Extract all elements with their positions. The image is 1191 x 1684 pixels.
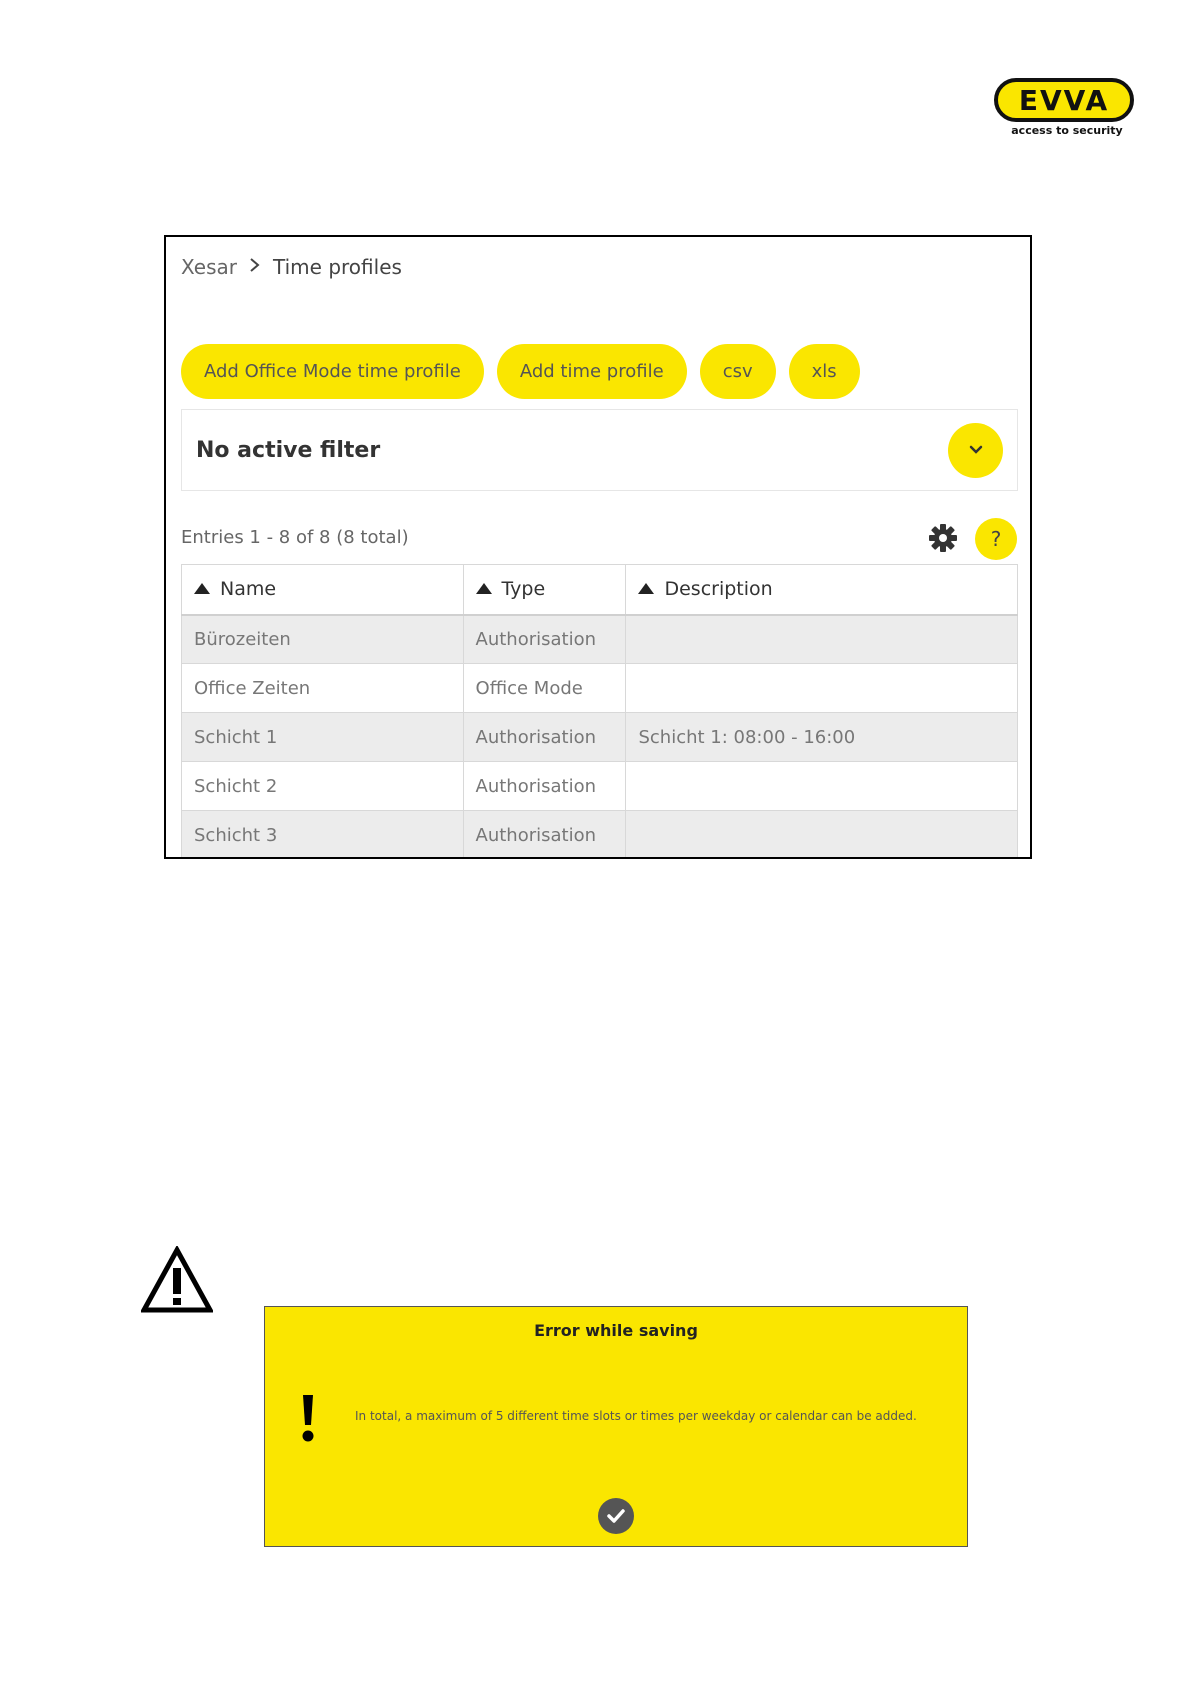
column-header-type[interactable] bbox=[463, 565, 626, 615]
cell-type: Office Mode bbox=[463, 664, 626, 713]
export-xls-button[interactable]: xls bbox=[789, 344, 860, 399]
column-label: Description bbox=[664, 578, 773, 601]
export-csv-button[interactable]: csv bbox=[700, 344, 776, 399]
filter-label: No active filter bbox=[196, 437, 381, 463]
time-profiles-screenshot bbox=[164, 235, 1032, 859]
cell-description bbox=[626, 615, 1018, 664]
table-row[interactable] bbox=[182, 615, 1018, 664]
dialog-message: In total, a maximum of 5 different time slots or times per weekday or calendar can be added. bbox=[355, 1409, 917, 1423]
logo-brand-text: EVVA bbox=[1018, 84, 1110, 117]
cell-name: Schicht 3 bbox=[182, 811, 464, 860]
cell-description bbox=[626, 811, 1018, 860]
chevron-right-icon bbox=[249, 257, 261, 278]
column-label: Type bbox=[501, 578, 546, 601]
warning-triangle-icon bbox=[141, 1246, 213, 1314]
gear-icon[interactable] bbox=[928, 523, 958, 553]
breadcrumb bbox=[181, 255, 402, 279]
error-dialog bbox=[264, 1306, 968, 1547]
entries-count: Entries 1 - 8 of 8 (8 total) bbox=[181, 527, 409, 548]
filter-panel bbox=[181, 409, 1018, 491]
breadcrumb-root[interactable]: Xesar bbox=[181, 255, 238, 279]
toolbar bbox=[181, 344, 860, 399]
cell-type: Authorisation bbox=[463, 811, 626, 860]
cell-type: Authorisation bbox=[463, 615, 626, 664]
column-label: Name bbox=[220, 578, 277, 601]
chevron-down-icon bbox=[968, 444, 984, 456]
sort-up-icon bbox=[476, 583, 492, 594]
column-header-name[interactable] bbox=[182, 565, 464, 615]
table-row[interactable] bbox=[182, 664, 1018, 713]
table-row[interactable] bbox=[182, 762, 1018, 811]
cell-name: Schicht 2 bbox=[182, 762, 464, 811]
table-row[interactable] bbox=[182, 713, 1018, 762]
cell-type: Authorisation bbox=[463, 762, 626, 811]
cell-description bbox=[626, 762, 1018, 811]
confirm-button[interactable] bbox=[598, 1498, 634, 1534]
filter-toggle-button[interactable] bbox=[948, 423, 1003, 478]
exclamation-icon bbox=[301, 1393, 315, 1443]
cell-name: Bürozeiten bbox=[182, 615, 464, 664]
table-header-row bbox=[182, 565, 1018, 615]
evva-logo bbox=[993, 77, 1135, 137]
dialog-title: Error while saving bbox=[534, 1321, 698, 1340]
cell-name: Schicht 1 bbox=[182, 713, 464, 762]
logo-tagline: access to security bbox=[1011, 124, 1123, 137]
time-profiles-table bbox=[181, 564, 1018, 859]
cell-description: Schicht 1: 08:00 - 16:00 bbox=[626, 713, 1018, 762]
breadcrumb-current: Time profiles bbox=[273, 255, 402, 279]
cell-type: Authorisation bbox=[463, 713, 626, 762]
help-label: ? bbox=[990, 527, 1002, 551]
check-circle-icon bbox=[606, 1508, 626, 1524]
table-row[interactable] bbox=[182, 811, 1018, 860]
cell-description bbox=[626, 664, 1018, 713]
cell-name: Office Zeiten bbox=[182, 664, 464, 713]
add-office-mode-time-profile-button[interactable]: Add Office Mode time profile bbox=[181, 344, 484, 399]
help-button[interactable] bbox=[975, 518, 1017, 560]
column-header-description[interactable] bbox=[626, 565, 1018, 615]
sort-up-icon bbox=[194, 583, 210, 594]
add-time-profile-button[interactable]: Add time profile bbox=[497, 344, 687, 399]
sort-up-icon bbox=[638, 583, 654, 594]
